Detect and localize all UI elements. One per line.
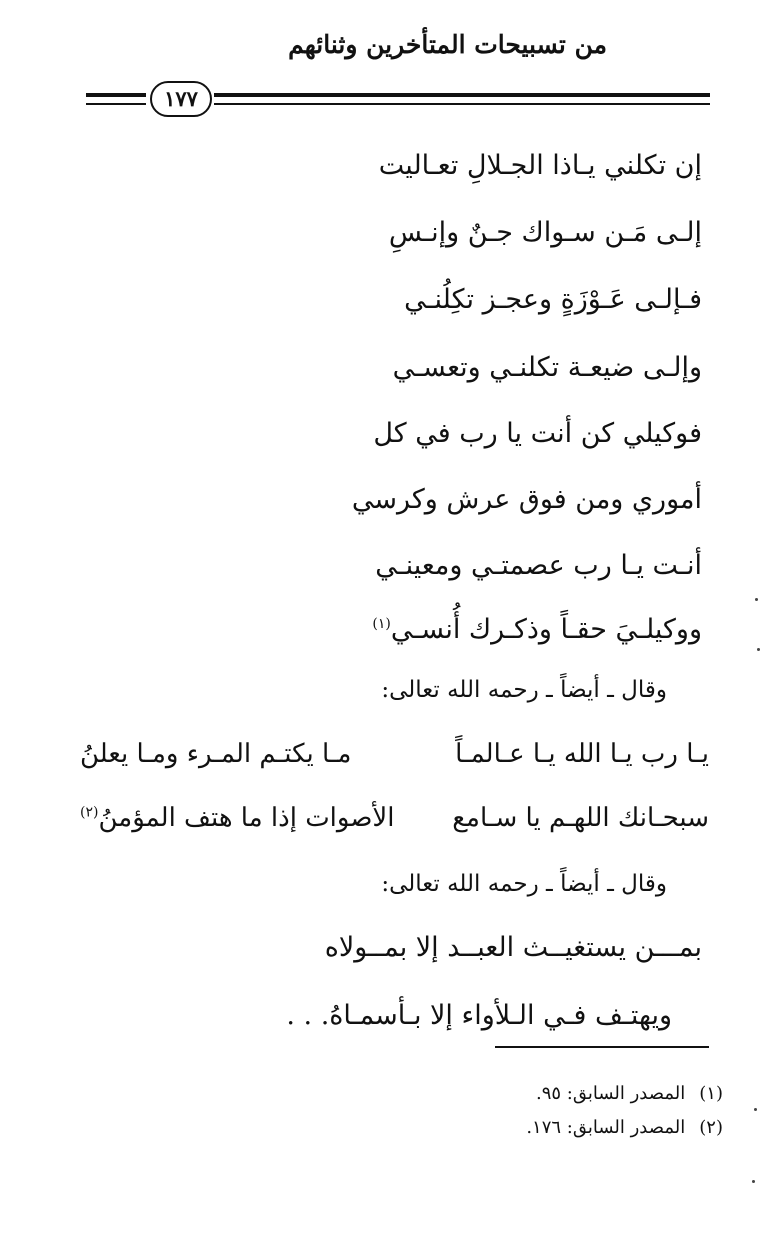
verse-2-second-hemistich	[80, 802, 394, 836]
page-number: ١٧٧	[150, 81, 212, 117]
poem-line-10: ويهتـف فـي الـلأواء إلا بـأسمـاهُ. . .	[286, 1000, 672, 1031]
verse-1-second-hemistich: مـا يكتـم المـرء ومـا يعلنُ	[80, 739, 352, 769]
scan-speck	[755, 598, 758, 601]
running-title: من تسبيحات المتأخرين وثنائهم	[288, 30, 607, 59]
poem-line-3: فـإلـى عَـوْزَةٍ وعجـز تكِلُنـي	[404, 284, 702, 315]
poem-line-8	[372, 612, 702, 647]
scan-speck	[752, 1180, 755, 1183]
poem-line-9: بمـــن يستغيــث العبــد إلا بمــولاه	[324, 932, 702, 963]
footnote-ref-2: (٢)	[80, 804, 99, 821]
poem-line-8-text: ووكيلـيَ حقـاً وذكـرك أُنسـي	[390, 614, 702, 645]
footnote-1	[536, 1083, 723, 1104]
poem-line-7: أنـت يـا رب عصمتـي ومعينـي	[375, 550, 702, 581]
scan-speck	[757, 648, 760, 651]
footnote-2-text: المصدر السابق: ١٧٦.	[526, 1117, 686, 1138]
header-rule	[86, 79, 710, 119]
footnote-1-number: (١)	[699, 1083, 723, 1104]
poem-line-4: وإلـى ضيعـة تكلنـي وتعسـي	[392, 352, 702, 383]
header-rule-right-segment	[214, 93, 710, 105]
intro-line-2: وقال ـ أيضاً ـ رحمه الله تعالى:	[381, 871, 667, 897]
footnote-1-text: المصدر السابق: ٩٥.	[535, 1083, 686, 1104]
verse-2-second-hemistich-text: الأصوات إذا ما هتف المؤمنُ	[98, 803, 395, 833]
verse-1-first-hemistich: يـا رب يـا الله يـا عـالمـاً	[455, 739, 709, 769]
intro-line-1: وقال ـ أيضاً ـ رحمه الله تعالى:	[381, 677, 667, 703]
footnote-separator	[495, 1046, 709, 1048]
poem-line-2: إلـى مَـن سـواك جـنٌ وإنـسِ	[388, 217, 702, 248]
footnote-ref-1: (١)	[372, 616, 391, 632]
footnote-2-number: (٢)	[699, 1117, 723, 1138]
poem-line-5: فوكيلي كن أنت يا رب في كل	[373, 418, 702, 449]
scan-speck	[754, 1108, 757, 1111]
footnote-2	[526, 1117, 723, 1138]
header-rule-left-segment	[86, 93, 146, 105]
poem-line-6: أموري ومن فوق عرش وكرسي	[351, 484, 702, 515]
verse-2-first-hemistich: سبحـانك اللهـم يا سـامع	[452, 803, 709, 833]
poem-line-1: إن تكلني يـاذا الجـلالِ تعـاليت	[378, 150, 702, 181]
